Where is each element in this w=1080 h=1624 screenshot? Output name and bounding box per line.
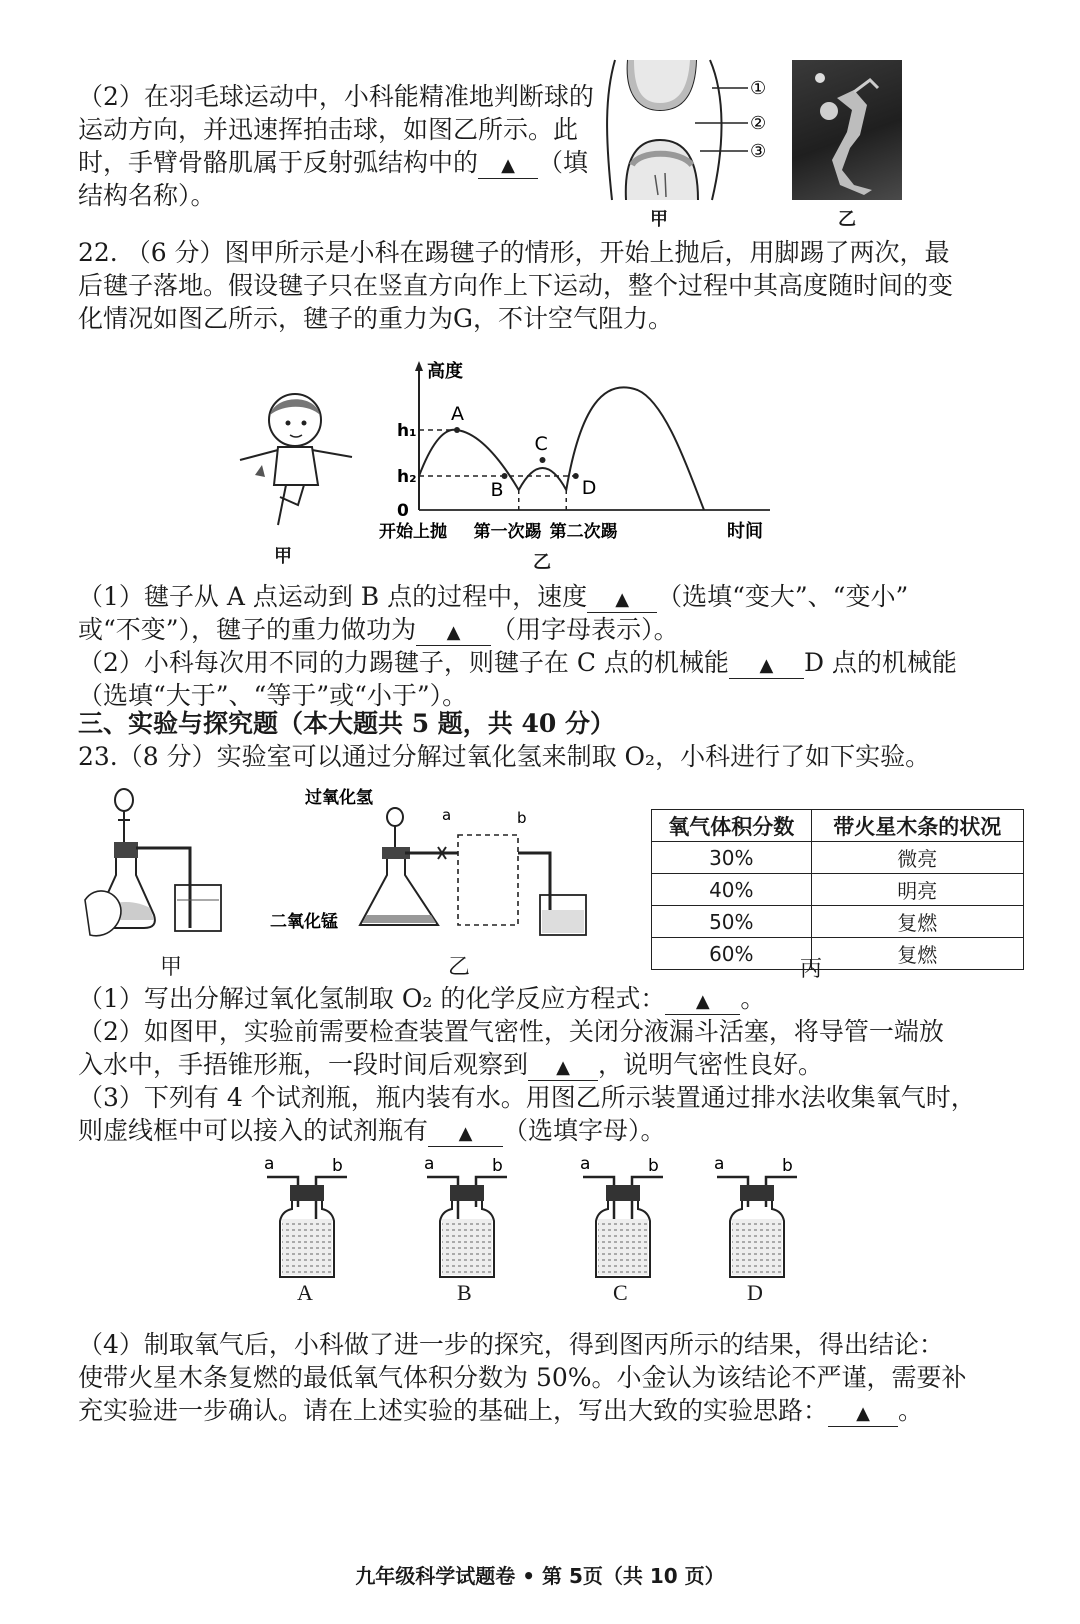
section-title: 三、实验与探究题（本大题共 5 题，共 40 分） [78,709,616,738]
apparatus-yi [270,785,600,945]
answer-blank[interactable]: ▲ [729,651,804,679]
y-axis-label: 高度 [427,361,463,382]
answer-blank[interactable]: ▲ [528,1053,598,1081]
table-header: 带火星木条的状况 [811,810,1023,842]
tube-b-label: b [782,1156,793,1176]
q21-2-text: （2）在羽毛球运动中，小科能精准地判断球的 运动方向，并迅速挥拍击球，如图乙所示。此 时，手臂骨骼肌属于反射弧结构中的 ▲ （填 结构名称）。 [78,82,594,210]
q23-stem: 23.（8 分）实验室可以通过分解过氧化氢来制取 O₂，小科进行了如下实验。 [78,742,931,771]
table-header-row [652,810,1024,842]
player-silhouette [792,60,902,200]
point-label: B [490,479,504,501]
bottle-d [712,1155,802,1285]
answer-blank[interactable]: ▲ [478,151,538,179]
tube-a-label: a [264,1155,275,1174]
point-label: A [451,403,464,425]
tube-b-label: b [492,1156,503,1176]
label-1: ① [750,78,767,99]
x-tick-label: 第二次踢 [549,522,618,542]
table-row: 50% 复燃 [652,906,1024,938]
table-row: 40% 明亮 [652,874,1024,906]
q22-parts: （1）毽子从 A 点运动到 B 点的过程中，速度 ▲ （选填“变大”、“变小” 或“不变”），毽子的重力做功为 ▲ （用字母表示）。 （2）小科每次用不同的力踢毽子，则毽子在 C 点的机械能 ▲ D 点的机械能 （选填“大于”、“等于”或“小于”）。 [78,582,957,710]
figure-caption-jia: 甲 [274,546,292,567]
bottle-label: B [457,1280,472,1305]
table-row: 30% 微亮 [652,842,1024,874]
badminton-photo [792,60,902,200]
label-a: a [442,806,452,824]
bottle-label: A [297,1280,313,1305]
y-tick-label: 0 [397,501,409,521]
answer-blank[interactable]: ▲ [428,1119,503,1147]
label-2: ② [750,113,767,134]
x-tick-label: 第一次踢 [473,522,542,542]
tube-a-label: a [580,1155,591,1174]
label-h2o2: 过氧化氢 [305,788,373,808]
bottle-a [262,1155,352,1285]
label-b: b [517,809,527,827]
apparatus-jia [80,780,240,950]
point-label: D [581,477,597,499]
answer-blank[interactable]: ▲ [665,987,740,1015]
figure-caption-yi: 乙 [448,955,471,980]
q23-part-4: （4）制取氧气后，小科做了进一步的探究，得到图丙所示的结果，得出结论： 使带火星木条复燃的最低氧气体积分数为 50%。小金认为该结论不严谨，需要补 充实验进一步确认。请在上述实验的基础上，写出大致的实验思路： ▲ 。 [78,1330,967,1425]
q23-parts-1-3: （1）写出分解过氧化氢制取 O₂ 的化学反应方程式： ▲ 。 （2）如图甲，实验前需要检查装置气密性，关闭分液漏斗活塞，将导管一端放 入水中，手捂锥形瓶，一段时间后观察到 ▲ ，说明气密性良好。 （3）下列有 4 个试剂瓶，瓶内装有水。用图乙所示装置通过排水法收集氧气时， 则虚线框中可以接入的试剂瓶有 ▲ （选填字母）。 [78,984,976,1145]
figure-caption-jia: 甲 [160,955,183,980]
bottle-label: D [747,1280,763,1305]
bottle-b [422,1155,512,1285]
y-axis-arrow [415,361,423,371]
point-label: C [534,433,548,455]
answer-blank[interactable]: ▲ [416,618,491,646]
figure-caption-bing: 丙 [800,957,823,982]
tube-a-label: a [714,1155,725,1174]
knee-joint-diagram [600,55,780,205]
label-3: ③ [750,141,767,162]
figure-caption-jia: 甲 [650,209,668,230]
tube-a-label: a [424,1155,435,1174]
table-row: 60% 复燃 [652,938,1024,970]
tube-b-label: b [332,1156,343,1176]
tube-b-label: b [648,1156,659,1176]
answer-blank[interactable]: ▲ [587,585,657,613]
figure-caption-yi: 乙 [533,552,551,573]
child-kicking-figure [230,385,360,535]
height-time-chart [375,355,795,550]
table-header: 氧气体积分数 [652,810,812,842]
x-axis-label: 时间 [727,521,763,542]
y-tick-label: h₂ [397,467,417,487]
label-mno2: 二氧化锰 [270,912,338,932]
point-marker [573,473,579,479]
y-tick-label: h₁ [397,421,417,441]
point-marker [540,457,546,463]
figure-caption-yi: 乙 [838,209,856,230]
x-tick-label: 开始上抛 [379,522,447,542]
bottle-c [578,1155,668,1285]
point-marker [454,427,460,433]
bottle-label: C [613,1280,628,1305]
oxygen-table [651,809,1024,970]
answer-blank[interactable]: ▲ [828,1399,898,1427]
q22-stem: 22. （6 分）图甲所示是小科在踢毽子的情形，开始上抛后，用脚踢了两次，最 后毽子落地。假设毽子只在竖直方向作上下运动，整个过程中其高度随时间的变 化情况如图乙所示，毽子的重力为G，不计空气阻力。 [78,238,954,333]
page-footer: 九年级科学试题卷 • 第 5页（共 10 页） [355,1564,725,1588]
